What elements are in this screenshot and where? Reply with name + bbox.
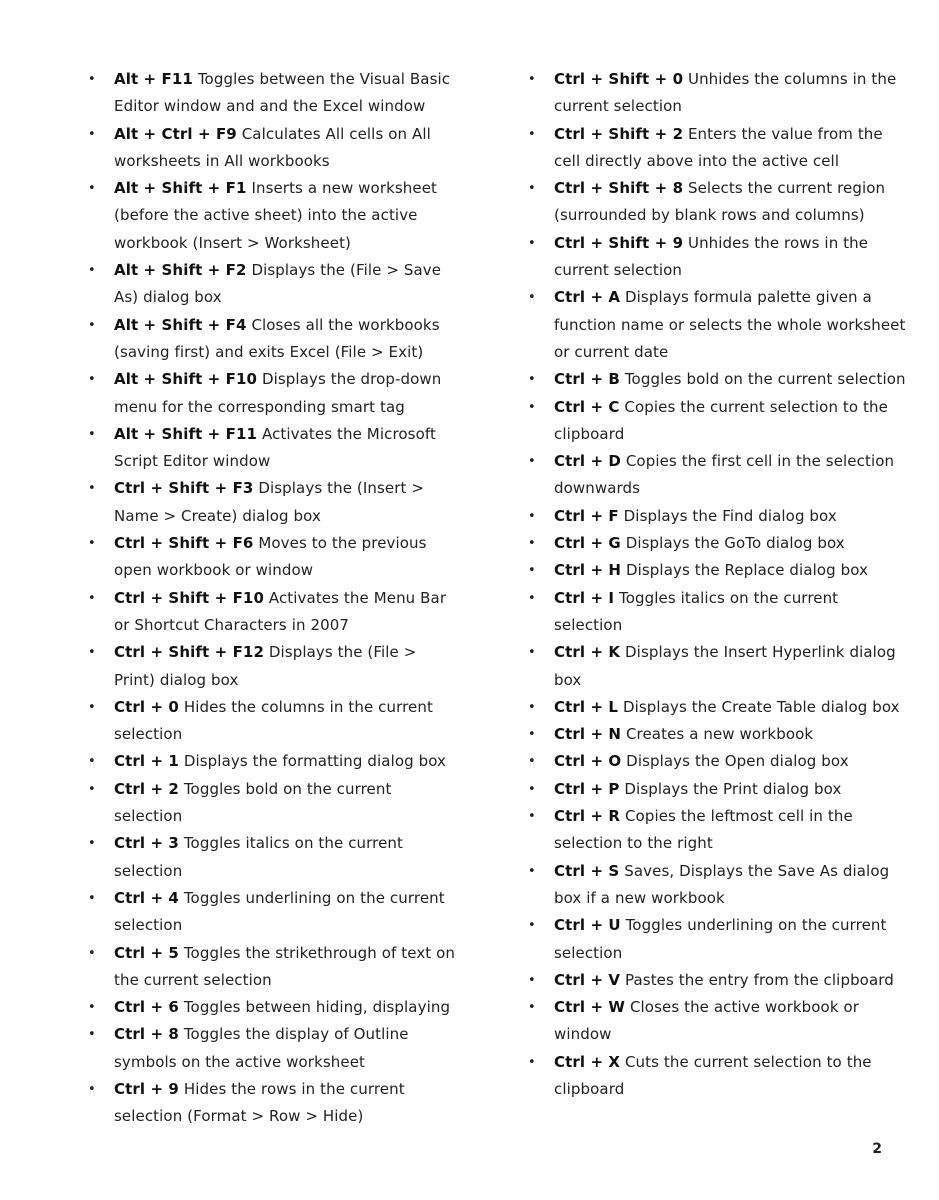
shortcut-keys: Ctrl + Shift + 0 (554, 70, 684, 88)
bullet-icon: • (88, 1000, 96, 1016)
bullet-icon: • (88, 781, 96, 797)
shortcut-item (528, 448, 908, 503)
shortcut-description: Displays the (Insert > Name > Create) dialog box (114, 479, 424, 525)
shortcut-description: Toggles italics on the current selection (114, 834, 404, 880)
bullet-icon: • (528, 863, 536, 879)
shortcut-description: Hides the columns in the current selection (114, 697, 433, 744)
shortcut-item (88, 830, 460, 885)
shortcut-keys: Alt + Shift + F2 (114, 261, 247, 280)
page-number: 2 (872, 1141, 882, 1157)
bullet-icon: • (88, 126, 96, 142)
shortcut-description: Unhides the rows in the current selection (554, 233, 869, 280)
bullet-icon: • (528, 972, 536, 988)
shortcut-item (88, 1021, 460, 1076)
shortcut-item (88, 312, 460, 367)
shortcut-description: Activates the Microsoft Script Editor window (114, 424, 436, 471)
shortcut-item (88, 366, 460, 421)
bullet-icon: • (88, 263, 96, 279)
shortcut-item (528, 639, 908, 694)
shortcut-description: Displays the formatting dialog box (183, 752, 447, 771)
bullet-icon: • (528, 399, 536, 415)
bullet-icon: • (528, 126, 536, 142)
shortcut-item (88, 475, 460, 530)
shortcut-item (528, 967, 908, 994)
shortcut-item (528, 530, 908, 557)
shortcut-item (88, 694, 460, 749)
shortcut-keys: Ctrl + X (554, 1052, 621, 1071)
shortcut-item (88, 940, 460, 995)
shortcut-keys: Ctrl + H (554, 561, 622, 580)
shortcut-description: Toggles underlining on the current selection (554, 916, 887, 962)
shortcut-keys: Ctrl + C (554, 397, 620, 416)
shortcut-description: Toggles the strikethrough of text on the current selection (114, 943, 456, 989)
shortcut-description: Toggles between hiding, displaying (183, 998, 451, 1017)
shortcut-keys: Alt + Shift + F11 (114, 424, 258, 443)
bullet-icon: • (88, 317, 96, 333)
shortcut-keys: Ctrl + P (554, 779, 620, 798)
bullet-icon: • (528, 290, 536, 306)
bullet-icon: • (528, 699, 536, 715)
bullet-icon: • (88, 836, 96, 852)
shortcut-item (528, 66, 908, 121)
shortcut-description: Toggles bold on the current selection (624, 370, 906, 389)
shortcut-description: Copies the leftmost cell in the selection to the right (554, 807, 853, 853)
shortcut-keys: Ctrl + 1 (114, 752, 179, 771)
shortcut-item (528, 776, 908, 803)
shortcut-item (88, 776, 460, 831)
shortcut-item (528, 994, 908, 1049)
bullet-icon: • (528, 372, 536, 388)
bullet-icon: • (528, 1000, 536, 1016)
bullet-icon: • (88, 426, 96, 442)
shortcut-keys: Ctrl + 4 (114, 888, 179, 907)
shortcut-keys: Ctrl + I (554, 588, 615, 607)
shortcut-item (528, 366, 908, 393)
bullet-icon: • (528, 781, 536, 797)
shortcut-keys: Ctrl + S (554, 861, 620, 880)
shortcut-description: Toggles between the Visual Basic Editor window and and the Excel window (114, 70, 451, 116)
bullet-icon: • (528, 645, 536, 661)
shortcut-item (88, 66, 460, 121)
shortcut-description: Displays the Find dialog box (623, 506, 837, 525)
shortcut-keys: Ctrl + V (554, 970, 621, 989)
shortcut-item (88, 175, 460, 257)
shortcut-item (528, 121, 908, 176)
shortcut-item (88, 121, 460, 176)
shortcut-item (528, 858, 908, 913)
bullet-icon: • (88, 890, 96, 906)
shortcut-keys: Ctrl + L (554, 697, 619, 716)
shortcut-description: Displays the Open dialog box (626, 752, 849, 771)
shortcut-keys: Alt + Shift + F10 (114, 370, 258, 389)
bullet-icon: • (88, 372, 96, 388)
shortcut-description: Displays the (File > Print) dialog box (114, 643, 417, 689)
bullet-icon: • (528, 536, 536, 552)
shortcut-item (88, 994, 460, 1021)
shortcut-keys: Ctrl + G (554, 534, 621, 553)
shortcut-keys: Ctrl + 8 (114, 1025, 179, 1044)
shortcut-item (88, 585, 460, 640)
shortcut-keys: Ctrl + K (554, 643, 621, 662)
shortcut-keys: Ctrl + Shift + F6 (114, 534, 254, 553)
shortcut-keys: Ctrl + Shift + F12 (114, 643, 264, 662)
bullet-icon: • (88, 1081, 96, 1097)
bullet-icon: • (88, 481, 96, 497)
bullet-icon: • (528, 181, 536, 197)
shortcut-keys: Ctrl + R (554, 807, 621, 826)
shortcut-description: Displays formula palette given a function name or selects the whole worksheet or current date (554, 288, 906, 361)
shortcut-item (88, 1076, 460, 1131)
shortcut-description: Closes all the workbooks (saving first) and exits Excel (File > Exit) (114, 315, 440, 361)
shortcut-keys: Ctrl + N (554, 725, 622, 744)
shortcut-item (88, 421, 460, 476)
shortcut-description: Cuts the current selection to the clipboard (554, 1052, 872, 1098)
bullet-icon: • (528, 727, 536, 743)
bullet-icon: • (528, 754, 536, 770)
shortcut-keys: Ctrl + 6 (114, 998, 179, 1017)
shortcut-description: Inserts a new worksheet (before the active sheet) into the active workbook (Insert > Worksheet) (114, 179, 438, 252)
shortcut-keys: Ctrl + 2 (114, 779, 179, 798)
shortcut-item (528, 803, 908, 858)
shortcut-keys: Ctrl + Shift + 9 (554, 233, 684, 252)
shortcut-item (88, 257, 460, 312)
shortcut-keys: Ctrl + F (554, 506, 619, 525)
shortcut-description: Activates the Menu Bar or Shortcut Characters in 2007 (114, 588, 447, 634)
shortcut-description: Displays the Create Table dialog box (622, 697, 900, 716)
shortcut-keys: Ctrl + Shift + 8 (554, 179, 684, 198)
shortcut-keys: Ctrl + D (554, 452, 621, 471)
bullet-icon: • (528, 809, 536, 825)
shortcut-item (528, 230, 908, 285)
bullet-icon: • (88, 945, 96, 961)
shortcut-description: Displays the Insert Hyperlink dialog box (554, 643, 896, 689)
shortcut-item (528, 694, 908, 721)
shortcut-keys: Ctrl + Shift + F3 (114, 479, 254, 498)
shortcut-keys: Ctrl + 5 (114, 943, 179, 962)
shortcut-item (528, 175, 908, 230)
shortcut-description: Displays the (File > Save As) dialog box (114, 261, 442, 307)
bullet-icon: • (528, 454, 536, 470)
shortcut-description: Copies the first cell in the selection downwards (554, 452, 895, 498)
shortcut-item (88, 530, 460, 585)
shortcut-keys: Ctrl + W (554, 998, 626, 1017)
bullet-icon: • (528, 508, 536, 524)
shortcut-description: Enters the value from the cell directly above into the active cell (554, 124, 883, 170)
shortcut-description: Moves to the previous open workbook or window (114, 534, 427, 580)
shortcut-item (528, 394, 908, 449)
shortcut-keys: Ctrl + 3 (114, 834, 179, 853)
shortcut-description: Calculates All cells on All worksheets in All workbooks (114, 124, 431, 170)
shortcut-keys: Ctrl + O (554, 752, 622, 771)
shortcut-description: Closes the active workbook or window (554, 998, 860, 1044)
shortcut-description: Copies the current selection to the clipboard (554, 397, 888, 443)
shortcut-item (528, 721, 908, 748)
shortcut-description: Toggles the display of Outline symbols on the active worksheet (114, 1025, 409, 1071)
shortcut-description: Creates a new workbook (625, 725, 814, 744)
bullet-icon: • (528, 1054, 536, 1070)
shortcut-item (528, 557, 908, 584)
bullet-icon: • (88, 72, 96, 87)
bullet-icon: • (88, 1027, 96, 1043)
shortcut-description: Displays the Print dialog box (624, 779, 842, 798)
shortcut-item (528, 503, 908, 530)
shortcut-description: Selects the current region (surrounded by blank rows and columns) (554, 179, 886, 225)
shortcut-keys: Ctrl + Shift + F10 (114, 588, 264, 607)
shortcut-item (528, 912, 908, 967)
shortcut-keys: Ctrl + U (554, 916, 621, 935)
shortcut-item (88, 885, 460, 940)
right-shortcut-list (528, 66, 908, 1103)
shortcut-keys: Ctrl + 0 (114, 697, 179, 716)
shortcut-item (528, 748, 908, 775)
shortcut-keys: Ctrl + A (554, 288, 621, 307)
shortcut-keys: Alt + Ctrl + F9 (114, 124, 237, 143)
shortcut-description: Toggles bold on the current selection (114, 779, 392, 826)
shortcut-description: Pastes the entry from the clipboard (625, 970, 894, 989)
shortcut-description: Toggles underlining on the current selection (114, 888, 445, 935)
bullet-icon: • (88, 754, 96, 770)
bullet-icon: • (88, 590, 96, 606)
bullet-icon: • (88, 645, 96, 661)
shortcut-item (88, 639, 460, 694)
left-shortcut-list (88, 66, 460, 1131)
shortcut-description: Toggles italics on the current selection (554, 588, 839, 634)
shortcut-description: Unhides the columns in the current selection (554, 70, 897, 116)
bullet-icon: • (88, 181, 96, 197)
bullet-icon: • (528, 72, 536, 87)
bullet-icon: • (528, 235, 536, 251)
shortcut-description: Displays the drop-down menu for the corresponding smart tag (114, 370, 442, 416)
bullet-icon: • (528, 918, 536, 934)
bullet-icon: • (88, 699, 96, 715)
bullet-icon: • (88, 536, 96, 552)
shortcut-keys: Alt + Shift + F1 (114, 179, 247, 198)
shortcut-keys: Ctrl + B (554, 370, 620, 389)
shortcut-keys: Alt + Shift + F4 (114, 315, 247, 334)
bullet-icon: • (528, 563, 536, 579)
bullet-icon: • (528, 590, 536, 606)
shortcut-item (528, 585, 908, 640)
shortcut-item (528, 1049, 908, 1104)
shortcut-description: Saves, Displays the Save As dialog box if a new workbook (554, 861, 890, 907)
shortcut-keys: Ctrl + Shift + 2 (554, 124, 684, 143)
shortcut-description: Displays the Replace dialog box (625, 561, 869, 580)
shortcut-description: Displays the GoTo dialog box (625, 534, 845, 553)
shortcut-description: Hides the rows in the current selection (Format > Row > Hide) (114, 1079, 405, 1126)
shortcut-keys: Alt + F11 (114, 70, 193, 88)
shortcut-item (88, 748, 460, 775)
shortcut-keys: Ctrl + 9 (114, 1079, 179, 1098)
shortcut-item (528, 284, 908, 366)
